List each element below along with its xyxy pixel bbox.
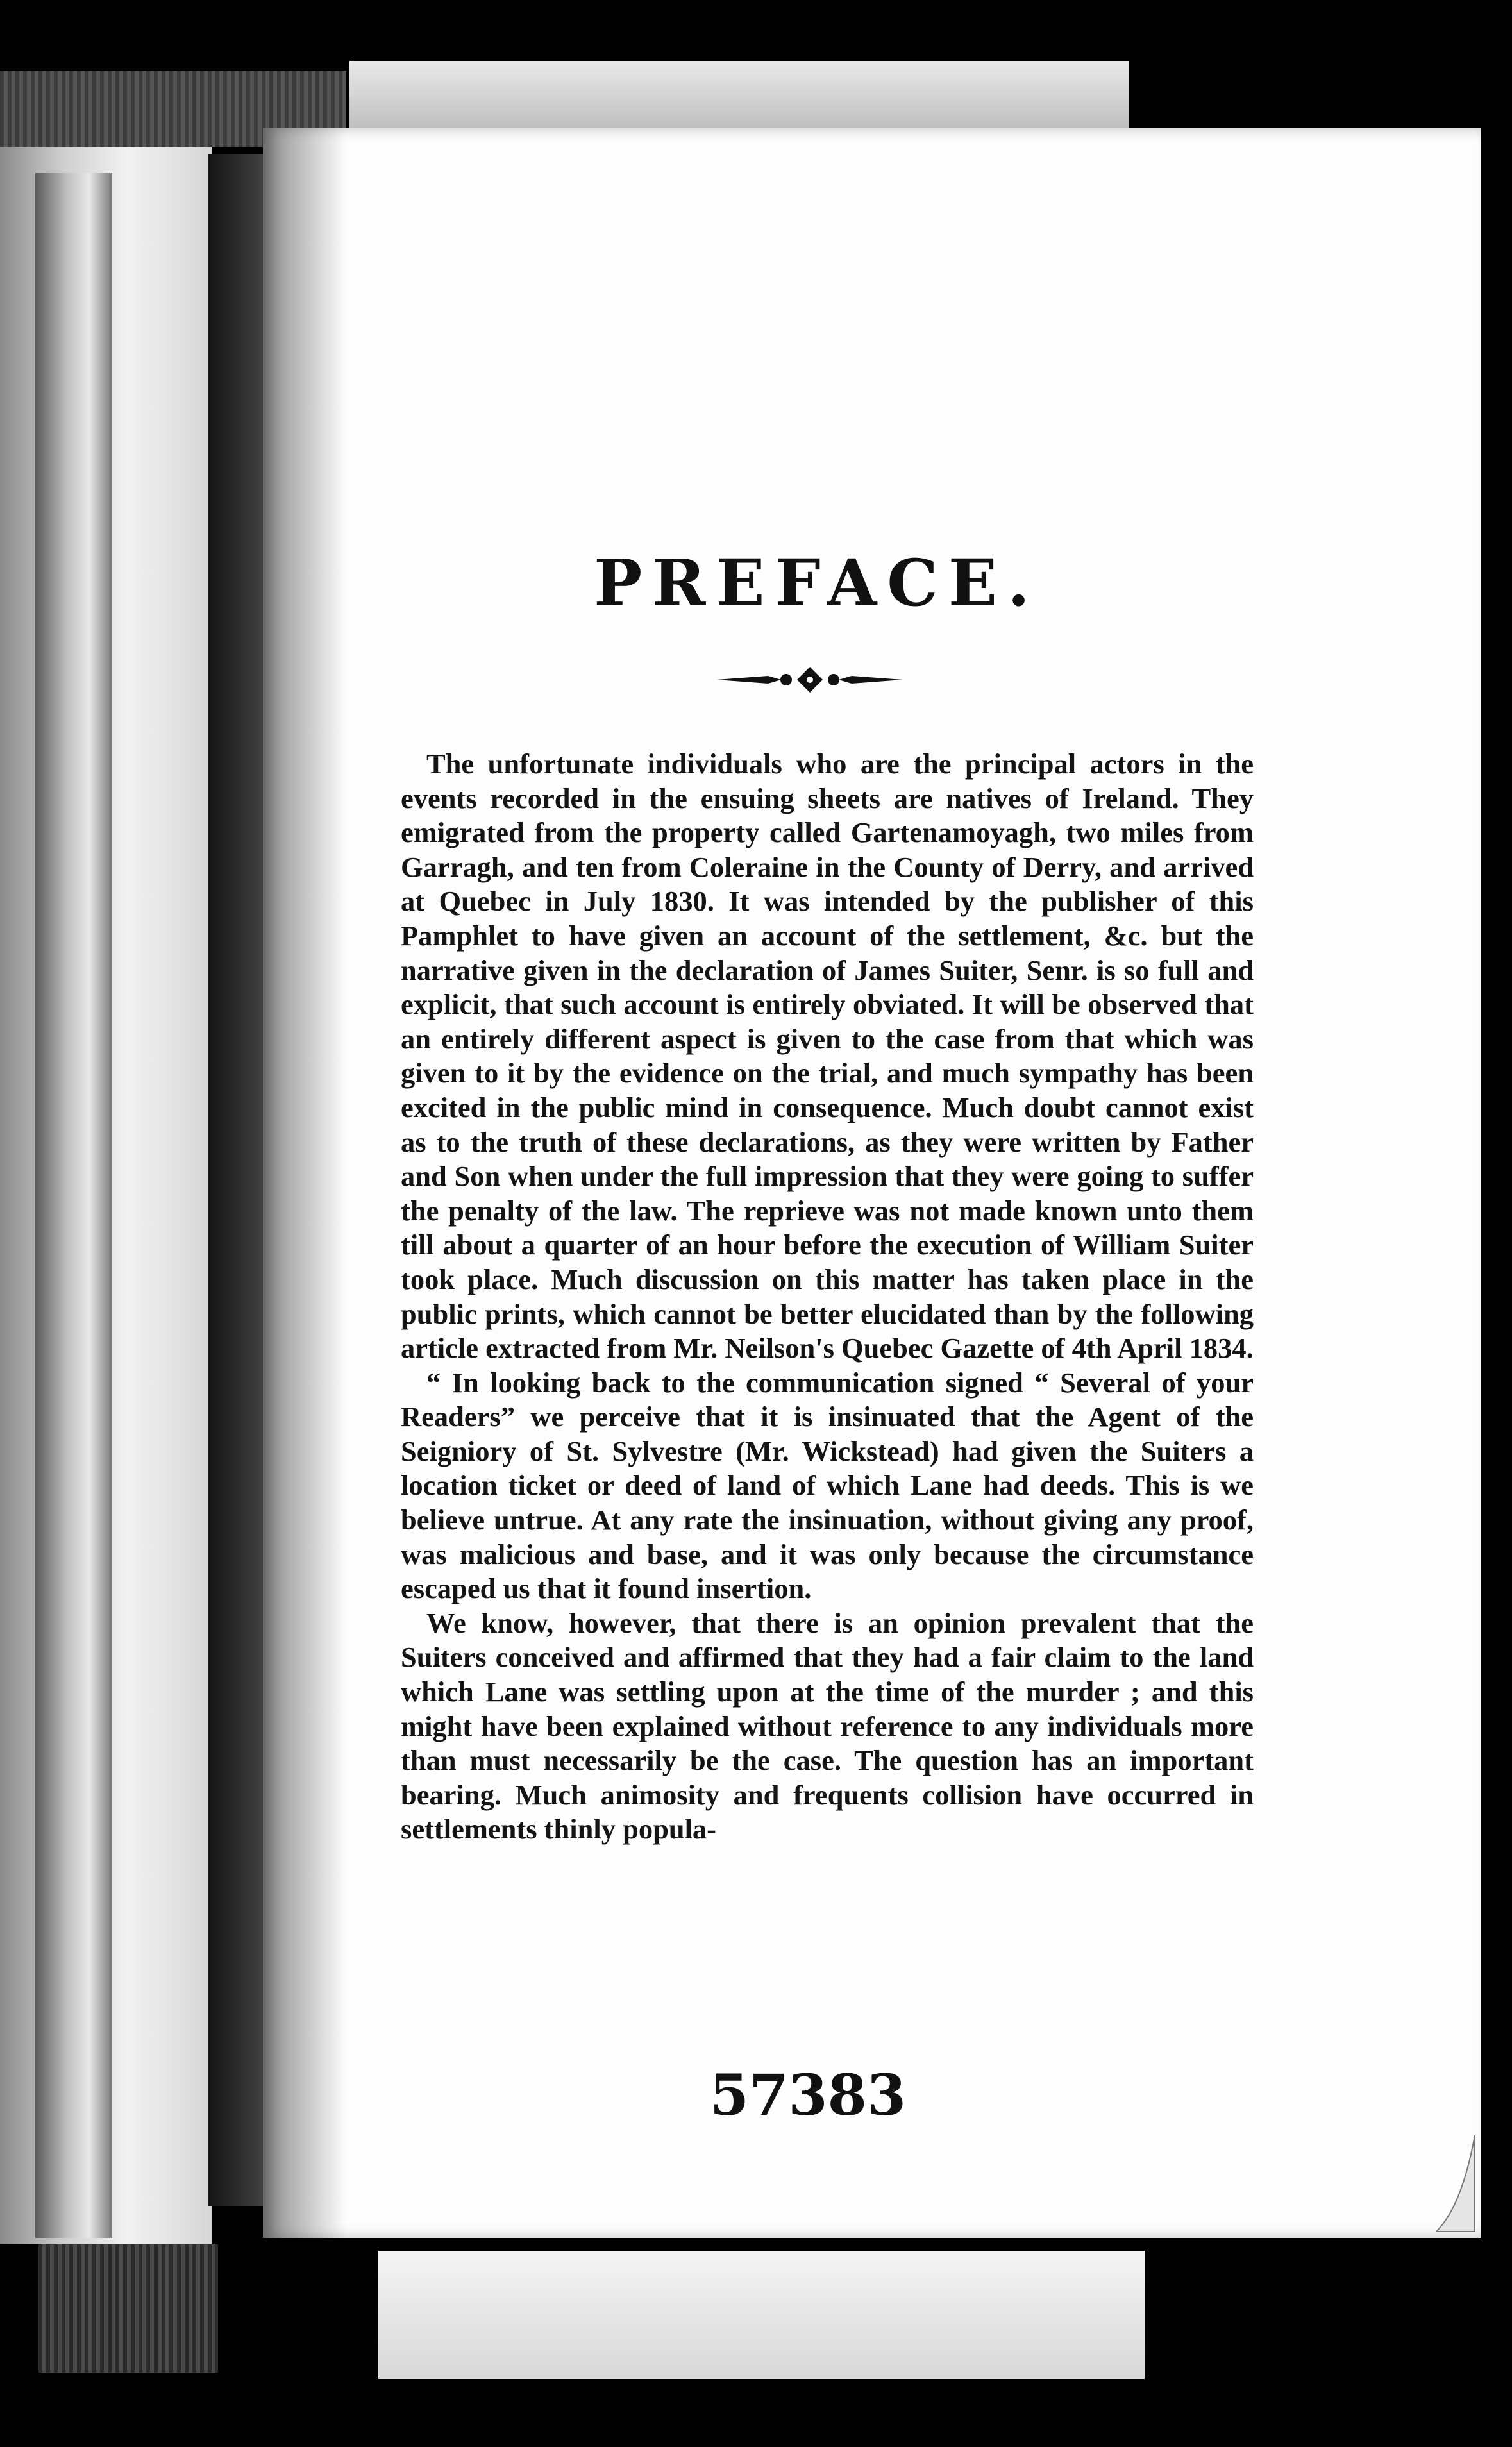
- preface-body: [401, 747, 1254, 1847]
- page-corner-curl: [1436, 2135, 1481, 2232]
- paragraph: We know, however, that there is an opinion prevalent that the Suiters conceived and affirmed that they had a fair claim to the land which Lane was settling upon at the time of the murder ; and this might have been explained without reference to any individuals more than must necessarily be the case. The question has an important bearing. Much animosity and frequents collision have occurred in settlements thinly popula-: [401, 1606, 1254, 1846]
- page-number: 57383: [709, 2062, 907, 2128]
- paragraph: “ In looking back to the communication signed “ Several of your Readers” we perceive that it is insinuated that the Agent of the Seigniory of St. Sylvestre (Mr. Wickstead) had given the Suiters a location ticket or deed of land of which Lane had deeds. This is we believe untrue. At any rate the insinuation, without giving any proof, was malicious and base, and it was only because the circumstance escaped us that it found insertion.: [401, 1366, 1254, 1605]
- page-edge-bottom: [378, 2251, 1145, 2379]
- ornament-divider-icon: [717, 660, 903, 699]
- book-spine: [35, 173, 112, 2238]
- page-edge-top: [349, 61, 1129, 131]
- paragraph: The unfortunate individuals who are the principal actors in the events recorded in the ensuing sheets are natives of Ireland. They emigrated from the property called Gartenamoyagh, two miles from Garragh, and ten from Coleraine in the County of Derry, and arrived at Quebec in July 1830. It was intended by the publisher of this Pamphlet to have given an account of the settlement, &c. but the narrative given in the declaration of James Suiter, Senr. is so full and explicit, that such account is entirely obviated. It will be observed that an entirely different aspect is given to the case from that which was given to it by the evidence on the trial, and much sympathy has been excited in the public mind in consequence. Much doubt cannot exist as to the truth of these declarations, as they were written by Father and Son when under the full impression that they were going to suffer the penalty of the law. The reprieve was not made known unto them till about a quarter of an hour before the execution of William Suiter took place. Much discussion on this matter has taken place in the public prints, which cannot be better elucidated than by the following article extracted from Mr. Neilson's Quebec Gazette of 4th April 1834.: [401, 748, 1254, 1365]
- page-title: PREFACE.: [594, 545, 1040, 621]
- gutter-shadow: [263, 128, 346, 2238]
- book-binding-cloth-bottom: [38, 2244, 218, 2373]
